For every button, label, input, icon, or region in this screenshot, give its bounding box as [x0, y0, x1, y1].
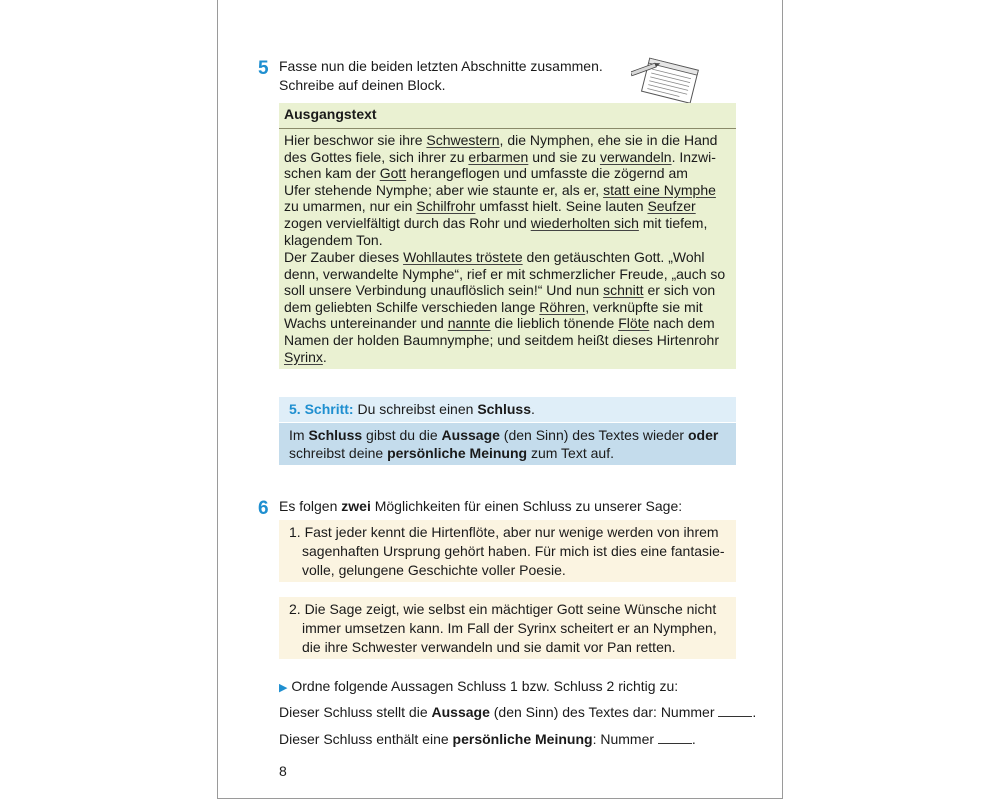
answer-blank-2[interactable] — [658, 731, 692, 744]
source-text-box — [279, 103, 736, 369]
text-line: Wachs untereinander und nannte die lieblich tönende Flöte nach dem — [284, 315, 715, 332]
step-5-label: 5. Schritt: — [289, 401, 354, 417]
notepad-with-pencil-icon — [631, 55, 703, 105]
option-2-line-3: die ihre Schwester verwandeln und sie damit vor Pan retten. — [302, 639, 676, 655]
text-line: Der Zauber dieses Wohllautes tröstete den getäuschten Gott. „Wohl — [284, 249, 705, 265]
text-line: Hier beschwor sie ihre Schwestern, die Nymphen, ehe sie in die Hand — [284, 132, 718, 148]
step-5-text: Du schreibst einen — [353, 401, 478, 417]
bold-keyword: persönliche Meinung — [387, 445, 528, 461]
statement-2 — [279, 730, 696, 749]
text-line: Syrinx. — [284, 348, 327, 365]
bold-keyword: Schluss — [308, 427, 363, 443]
source-text-heading: Ausgangstext — [284, 106, 377, 122]
task-5-line-1: Fasse nun die beiden letzten Abschnitte zusammen. — [279, 58, 603, 74]
text-segment: Im — [289, 427, 309, 443]
text-line: dem geliebten Schilfe verschieden lange Röhren, verknüpfte sie mit — [284, 298, 703, 315]
statement-2-bold: persönliche Meinung — [452, 731, 593, 747]
statement-2-end: . — [691, 731, 696, 747]
text-line: Namen der holden Baumnymphe; und seitdem heißt dieses Hirtenrohr — [284, 331, 720, 348]
statement-1-c: (den Sinn) des Textes dar: Nummer — [489, 704, 719, 720]
step-5-info-box — [279, 423, 736, 465]
task-6-intro-bold: zwei — [341, 498, 371, 514]
task-5-line-2: Schreibe auf deinen Block. — [279, 77, 446, 93]
text-line: soll unsere Verbindung unauflöslich sein!“ Und nun schnitt er sich von — [284, 282, 716, 299]
source-text-paragraph-2 — [284, 249, 730, 365]
underlined-keyword: Gott — [379, 165, 407, 182]
underlined-keyword: wiederholten sich — [530, 214, 639, 231]
text-line: denn, verwandelte Nymphe“, rief er mit schmerzlicher Freude, „auch so — [284, 265, 726, 282]
option-1-line-2: sagenhaften Ursprung gehört haben. Für mich ist dies eine fantasie- — [302, 543, 725, 559]
bold-keyword: Aussage — [441, 427, 500, 443]
answer-blank-1[interactable] — [718, 704, 752, 717]
underlined-keyword: nannte — [447, 315, 491, 332]
step-5-keyword: Schluss — [477, 401, 532, 417]
text-line: zogen vervielfältigt durch das Rohr und wiederholten sich mit tiefem, — [284, 214, 708, 231]
statement-2-a: Dieser Schluss enthält eine — [279, 731, 453, 747]
step-5-info-line-2 — [289, 444, 614, 463]
text-segment: (den Sinn) des Textes wieder — [499, 427, 688, 443]
source-text-paragraph-1 — [284, 132, 730, 248]
instruction-text: Ordne folgende Aussagen Schluss 1 bzw. Schluss 2 richtig zu: — [291, 678, 679, 694]
underlined-keyword: statt eine Nymphe — [603, 181, 716, 198]
text-line: Ufer stehende Nymphe; aber wie staunte er, als er, statt eine Nymphe — [284, 181, 716, 198]
step-5-header-box — [279, 397, 736, 422]
text-segment: gibst du die — [362, 427, 442, 443]
statement-1-bold: Aussage — [431, 704, 490, 720]
statement-1-a: Dieser Schluss stellt die — [279, 704, 432, 720]
underlined-keyword: Schwestern — [426, 132, 500, 148]
option-2-line-1: 2. Die Sage zeigt, wie selbst ein mächtiger Gott seine Wünsche nicht — [289, 601, 717, 617]
step-5-period: . — [531, 401, 535, 417]
underlined-keyword: Röhren — [539, 298, 586, 315]
text-line: klagendem Ton. — [284, 231, 383, 248]
bold-keyword: oder — [687, 427, 719, 443]
task-5-number: 5 — [258, 58, 269, 79]
statement-1-end: . — [752, 704, 757, 720]
statement-2-c: : Nummer — [592, 731, 658, 747]
triangle-right-icon: ▶ — [279, 682, 288, 694]
task-6-intro-a: Es folgen — [279, 498, 342, 514]
text-segment: schreibst deine — [289, 445, 388, 461]
text-line: zu umarmen, nur ein Schilfrohr umfasst hielt. Seine lauten Seufzer — [284, 198, 696, 215]
text-line: des Gottes fiele, sich ihrer zu erbarmen und sie zu verwandeln. Inzwi- — [284, 148, 716, 165]
task-6-intro-c: Möglichkeiten für einen Schluss zu unserer Sage: — [370, 498, 683, 514]
underlined-keyword: Schilfrohr — [416, 198, 476, 215]
task-6-number: 6 — [258, 498, 269, 519]
underlined-keyword: schnitt — [603, 282, 644, 299]
closing-option-1-box — [279, 520, 736, 582]
underlined-keyword: erbarmen — [468, 148, 529, 165]
underlined-keyword: Flöte — [618, 315, 650, 332]
underlined-keyword: Syrinx — [284, 348, 323, 365]
page-number: 8 — [279, 763, 287, 779]
option-1-line-1: 1. Fast jeder kennt die Hirtenflöte, aber nur wenige werden von ihrem — [289, 524, 719, 540]
underlined-keyword: Wohllautes tröstete — [403, 249, 523, 265]
task-6-intro — [279, 497, 682, 516]
assignment-instruction — [279, 677, 678, 698]
option-1-line-3: volle, gelungene Geschichte voller Poesie. — [302, 562, 566, 578]
text-line: schen kam der Gott herangeflogen und umfasste die zögernd am — [284, 165, 688, 182]
underlined-keyword: verwandeln — [599, 148, 672, 165]
option-2-line-2: immer umsetzen kann. Im Fall der Syrinx scheitert er an Nymphen, — [302, 620, 717, 636]
heading-divider — [279, 128, 736, 129]
closing-option-2-box — [279, 597, 736, 659]
statement-1 — [279, 703, 756, 722]
underlined-keyword: Seufzer — [647, 198, 696, 215]
step-5-info-line-1 — [289, 426, 718, 445]
text-segment: zum Text auf. — [527, 445, 614, 461]
worksheet-page — [217, 0, 783, 799]
